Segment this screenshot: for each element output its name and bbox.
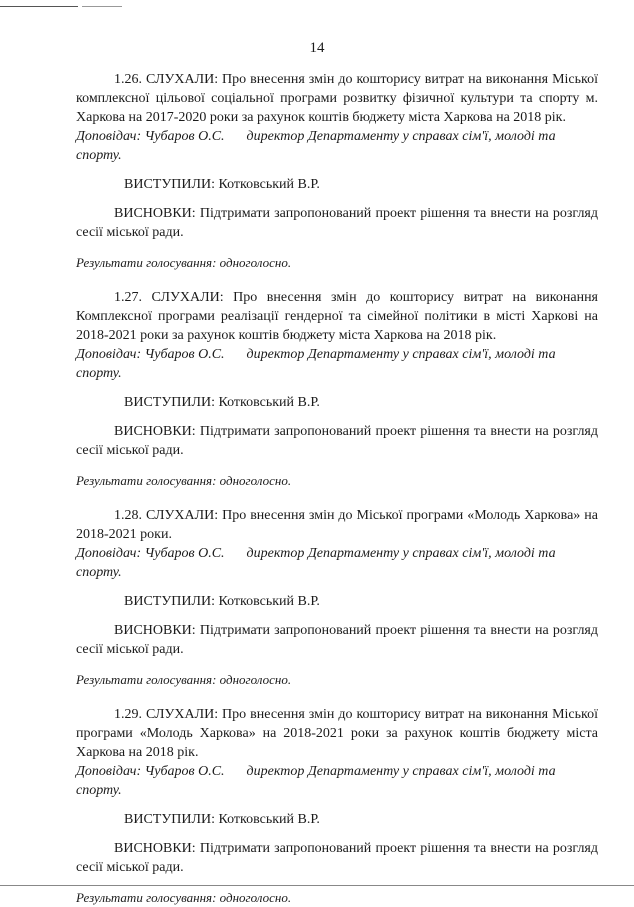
speaker-line xyxy=(76,544,598,582)
agenda-item-1-29 xyxy=(76,705,598,907)
speaker-name: Доповідач: Чубаров О.С. xyxy=(76,347,225,362)
spoke-line: ВИСТУПИЛИ: Котковський В.Р. xyxy=(124,812,320,827)
agenda-item-1-26 xyxy=(76,70,598,272)
agenda-item-1-28 xyxy=(76,506,598,689)
conclusion-paragraph: ВИСНОВКИ: Підтримати запропонований проект рішення та внести на розгляд сесії міської ради. xyxy=(76,206,598,240)
conclusion-paragraph: ВИСНОВКИ: Підтримати запропонований проект рішення та внести на розгляд сесії міської ради. xyxy=(76,424,598,458)
speaker-role: директор Департаменту у справах сім'ї, молоді та спорту. xyxy=(76,347,556,381)
speaker-line xyxy=(76,762,598,800)
speaker-role: директор Департаменту у справах сім'ї, молоді та спорту. xyxy=(76,546,556,580)
heard-paragraph: 1.28. СЛУХАЛИ: Про внесення змін до Міської програми «Молодь Харкова» на 2018-2021 роки. xyxy=(76,508,598,542)
speaker-role: директор Департаменту у справах сім'ї, молоді та спорту. xyxy=(76,129,556,163)
vote-result: Результати голосування: одноголосно. xyxy=(76,255,292,270)
agenda-item-1-27 xyxy=(76,288,598,490)
vote-result: Результати голосування: одноголосно. xyxy=(76,890,292,905)
speaker-name: Доповідач: Чубаров О.С. xyxy=(76,546,225,561)
heard-paragraph: 1.29. СЛУХАЛИ: Про внесення змін до кошторису витрат на виконання Міської програми «Молодь Харкова» на 2018-2021 роки за рахунок коштів бюджету міста Харкова на 2018 рік. xyxy=(76,707,598,760)
scan-bottom-rule xyxy=(0,885,634,886)
speaker-line xyxy=(76,345,598,383)
heard-paragraph: 1.26. СЛУХАЛИ: Про внесення змін до кошторису витрат на виконання Міської комплексної цільової соціальної програми розвитку фізичної культури та спорту м. Харкова на 2017-2020 роки за рахунок коштів бюджету міста Харкова на 2018 рік. xyxy=(76,72,598,125)
spoke-line: ВИСТУПИЛИ: Котковський В.Р. xyxy=(124,177,320,192)
speaker-line xyxy=(76,127,598,165)
speaker-role: директор Департаменту у справах сім'ї, молоді та спорту. xyxy=(76,764,556,798)
heard-paragraph: 1.27. СЛУХАЛИ: Про внесення змін до кошторису витрат на виконання Комплексної програми реалізації гендерної та сімейної політики в місті Харкові на 2018-2021 роки за рахунок коштів бюджету міста Харкова на 2018 рік. xyxy=(76,290,598,343)
vote-result: Результати голосування: одноголосно. xyxy=(76,473,292,488)
conclusion-paragraph: ВИСНОВКИ: Підтримати запропонований проект рішення та внести на розгляд сесії міської ради. xyxy=(76,623,598,657)
page-number: 14 xyxy=(309,40,325,56)
spoke-line: ВИСТУПИЛИ: Котковський В.Р. xyxy=(124,594,320,609)
page-body xyxy=(76,70,598,907)
scan-top-rule xyxy=(0,6,78,7)
speaker-name: Доповідач: Чубаров О.С. xyxy=(76,129,225,144)
spoke-line: ВИСТУПИЛИ: Котковський В.Р. xyxy=(124,395,320,410)
speaker-name: Доповідач: Чубаров О.С. xyxy=(76,764,225,779)
vote-result: Результати голосування: одноголосно. xyxy=(76,672,292,687)
scan-top-mark xyxy=(82,6,122,7)
conclusion-paragraph: ВИСНОВКИ: Підтримати запропонований проект рішення та внести на розгляд сесії міської ради. xyxy=(76,841,598,875)
